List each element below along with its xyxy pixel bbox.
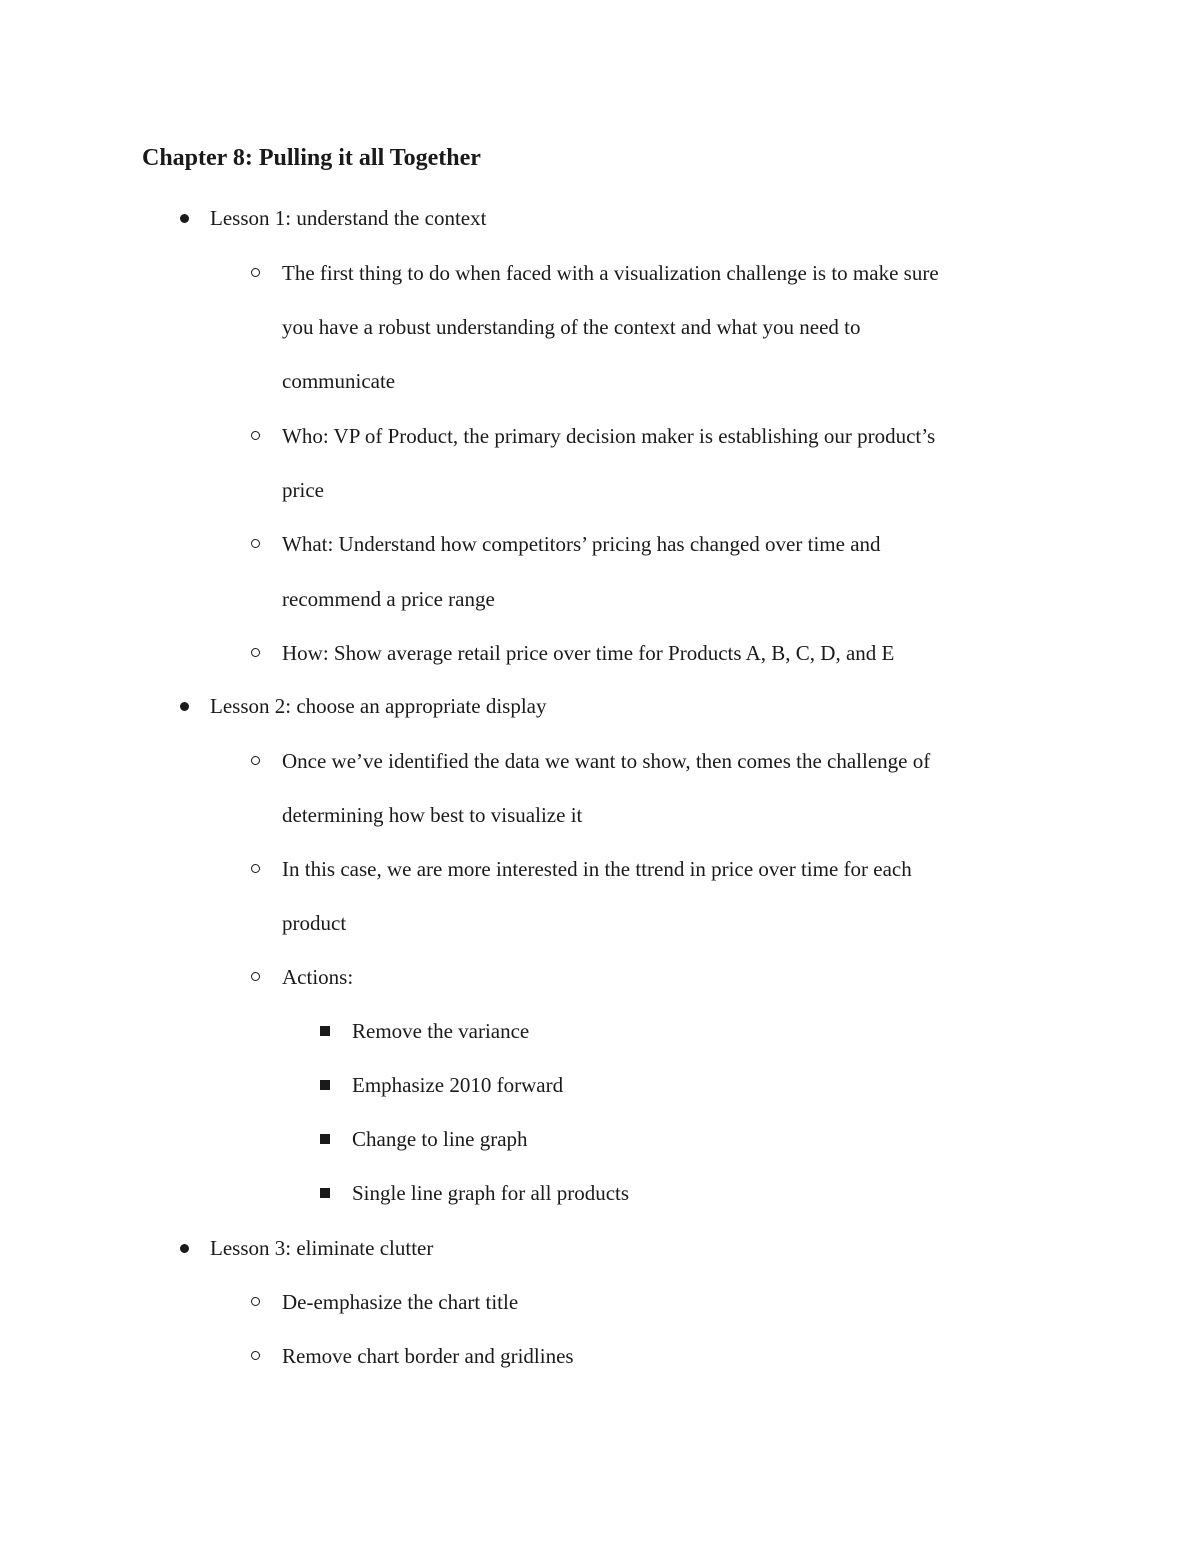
circle-bullet-icon <box>251 864 260 873</box>
lesson-3-item-1: De-emphasize the chart title <box>282 1290 519 1314</box>
square-bullet-icon <box>320 1080 330 1090</box>
lesson-2-item-1-line-2: determining how best to visualize it <box>282 803 583 827</box>
action-item: Remove the variance <box>352 1019 530 1043</box>
lesson-2-item-2-line-2: product <box>282 911 347 935</box>
square-bullet-icon <box>320 1188 330 1198</box>
disc-bullet-icon <box>180 1244 189 1253</box>
action-item: Single line graph for all products <box>352 1181 630 1205</box>
lesson-1-item-3-line-2: recommend a price range <box>282 587 495 611</box>
lesson-2-heading: Lesson 2: choose an appropriate display <box>210 694 547 718</box>
square-bullet-icon <box>320 1134 330 1144</box>
disc-bullet-icon <box>180 214 189 223</box>
disc-bullet-icon <box>180 702 189 711</box>
circle-bullet-icon <box>251 972 260 981</box>
circle-bullet-icon <box>251 431 260 440</box>
action-item: Emphasize 2010 forward <box>352 1073 564 1097</box>
circle-bullet-icon <box>251 539 260 548</box>
lesson-1-item-1-line-1: The first thing to do when faced with a visualization challenge is to make sure <box>282 261 939 285</box>
square-bullet-icon <box>320 1026 330 1036</box>
lesson-1-item-1-line-3: communicate <box>282 369 396 393</box>
lesson-1-item-2-line-2: price <box>282 478 324 502</box>
lesson-3-item-2: Remove chart border and gridlines <box>282 1344 574 1368</box>
circle-bullet-icon <box>251 648 260 657</box>
circle-bullet-icon <box>251 756 260 765</box>
lesson-1-item-2-line-1: Who: VP of Product, the primary decision maker is establishing our product’s <box>282 424 936 448</box>
lesson-2-item-1-line-1: Once we’ve identified the data we want to show, then comes the challenge of <box>282 749 931 773</box>
lesson-2-actions-label: Actions: <box>282 965 354 989</box>
lesson-2-item-2-line-1: In this case, we are more interested in the ttrend in price over time for each <box>282 857 912 881</box>
chapter-title: Chapter 8: Pulling it all Together <box>142 145 481 171</box>
action-item: Change to line graph <box>352 1127 528 1151</box>
lesson-1-heading: Lesson 1: understand the context <box>210 206 487 230</box>
lesson-1-item-3-line-1: What: Understand how competitors’ pricing has changed over time and <box>282 532 881 556</box>
circle-bullet-icon <box>251 1297 260 1306</box>
circle-bullet-icon <box>251 268 260 277</box>
circle-bullet-icon <box>251 1351 260 1360</box>
lesson-1-item-1-line-2: you have a robust understanding of the context and what you need to <box>282 315 861 339</box>
lesson-1-item-4-line-1: How: Show average retail price over time for Products A, B, C, D, and E <box>282 641 895 665</box>
lesson-3-heading: Lesson 3: eliminate clutter <box>210 1236 434 1260</box>
